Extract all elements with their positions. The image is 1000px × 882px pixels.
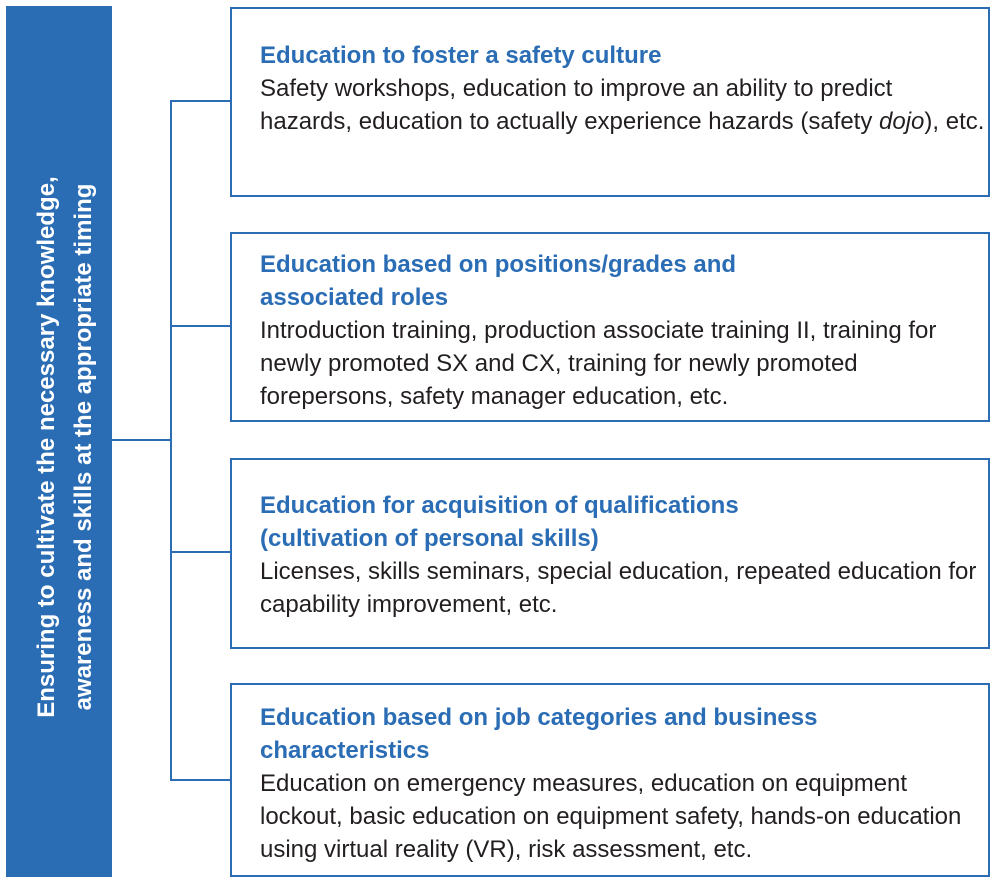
- side-label-line-2: awareness and skills at the appropriate timing: [70, 183, 97, 711]
- connector-branch-3: [170, 551, 230, 553]
- box-description-text: Safety workshops, education to improve an ability to predict hazards, education to actually experience hazards (safety: [260, 75, 893, 135]
- side-banner: [6, 6, 112, 877]
- box-description-text-end: ), etc.: [924, 108, 985, 135]
- box-description: Licenses, skills seminars, special education, repeated education for capability improvement, etc.: [260, 558, 977, 618]
- side-label: [28, 17, 102, 877]
- connector-trunk: [112, 439, 172, 441]
- box-title: Education to foster a safety culture: [260, 42, 662, 69]
- connector-branch-1: [170, 100, 230, 102]
- connector-spine: [170, 100, 172, 781]
- education-box-safety-culture: [230, 7, 990, 197]
- education-box-positions-grades: [230, 232, 990, 422]
- education-box-job-categories: [230, 683, 990, 877]
- side-label-line-1: Ensuring to cultivate the necessary knowledge,: [33, 176, 60, 718]
- box-description-italic: dojo: [879, 108, 925, 135]
- box-title: Education based on job categories and business characteristics: [260, 704, 818, 764]
- box-description: [260, 72, 988, 138]
- box-description: Education on emergency measures, education on equipment lockout, basic education on equipment safety, hands-on education using virtual reality (VR), risk assessment, etc.: [260, 770, 962, 863]
- connector-branch-2: [170, 325, 230, 327]
- box-description: Introduction training, production associate training II, training for newly promoted SX and CX, training for newly promoted forepersons, safety manager education, etc.: [260, 317, 937, 410]
- education-box-qualifications: [230, 458, 990, 649]
- box-title: Education for acquisition of qualifications (cultivation of personal skills): [260, 492, 739, 552]
- box-title: Education based on positions/grades and associated roles: [260, 251, 737, 311]
- connector-branch-4: [170, 779, 230, 781]
